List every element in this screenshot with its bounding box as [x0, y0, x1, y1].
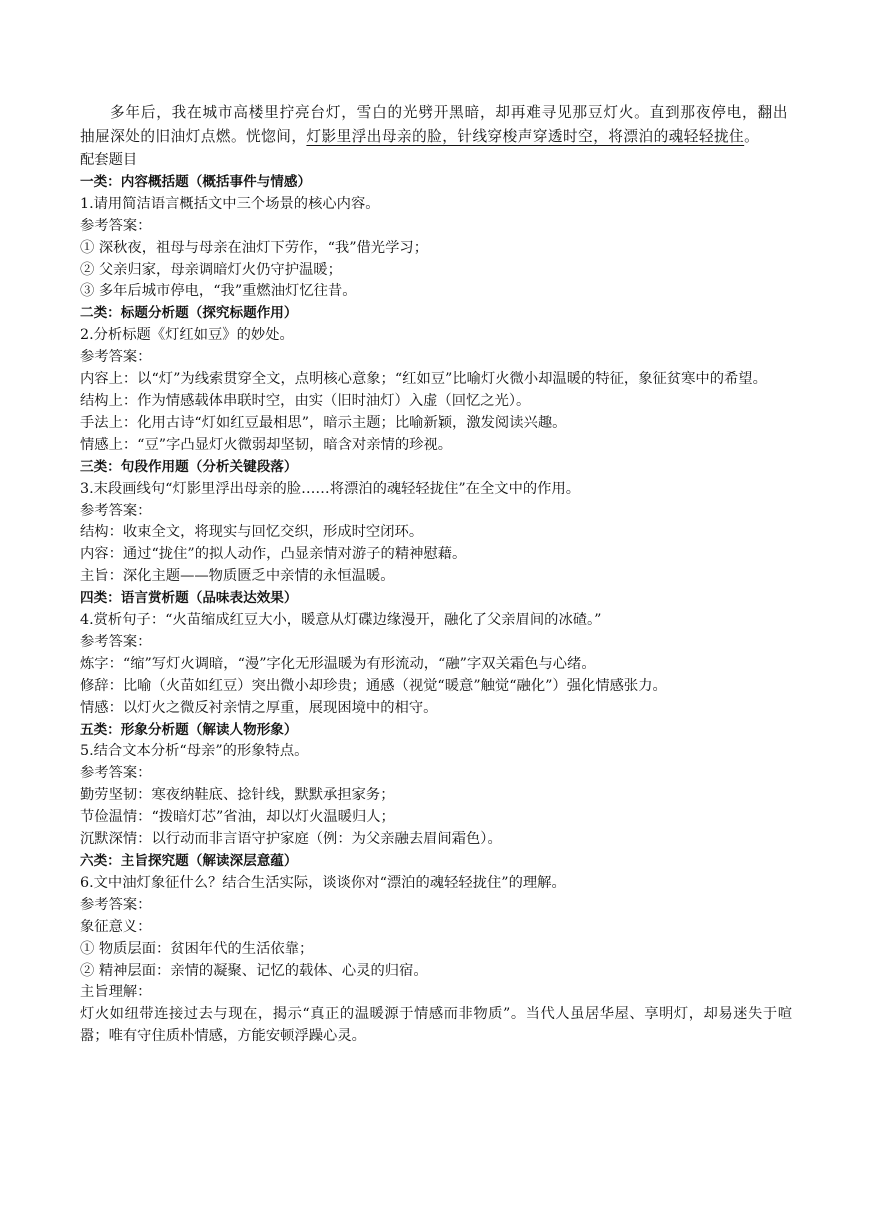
- answer-item: 手法上：化用古诗“灯如红豆最相思”，暗示主题；比喻新颖，激发阅读兴趣。: [80, 414, 567, 431]
- answer-item: 勤劳坚韧：寒夜纳鞋底、捻针线，默默承担家务；: [80, 787, 395, 804]
- answer-label: 参考答案：: [80, 217, 152, 234]
- category-heading: 一类：内容概括题（概括事件与情感）: [80, 173, 312, 190]
- answer-item: 炼字：“缩”写灯火调暗，“漫”字化无形温暖为有形流动，“融”字双关霜色与心绪。: [80, 655, 596, 672]
- story-period: 。: [744, 128, 760, 145]
- answer-item: ② 父亲归家，母亲调暗灯火仍守护温暖；: [80, 261, 342, 278]
- answer-item: 节俭温情：“拨暗灯芯”省油，却以灯火温暖归人；: [80, 809, 395, 826]
- answer-item: 内容上：以“灯”为线索贯穿全文，点明核心意象；“红如豆”比喻灯火微小却温暖的特征，象征贫寒中的希望。: [80, 371, 767, 388]
- question: 5.结合文本分析“母亲”的形象特点。: [80, 743, 309, 760]
- question: 6.文中油灯象征什么？结合生活实际，谈谈你对“漂泊的魂轻轻拢住”的理解。: [80, 874, 566, 891]
- question: 2.分析标题《灯红如豆》的妙处。: [80, 327, 294, 344]
- answer-label: 参考答案：: [80, 502, 152, 519]
- category-heading: 二类：标题分析题（探究标题作用）: [80, 305, 298, 322]
- answer-item: 情感：以灯火之微反衬亲情之厚重，展现困境中的相守。: [80, 699, 438, 716]
- answer-subheading: 象征意义：: [80, 918, 152, 935]
- answer-label: 参考答案：: [80, 633, 152, 650]
- answer-item: 结构：收束全文，将现实与回忆交织，形成时空闭环。: [80, 524, 424, 541]
- question: 4.赏析句子：“火苗缩成红豆大小，暖意从灯碟边缘漫开，融化了父亲眉间的冰碴。”: [80, 612, 602, 629]
- answer-item: ① 物质层面：贫困年代的生活依靠；: [80, 940, 314, 957]
- underlined-sentence: 灯影里浮出母亲的脸，针线穿梭声穿透时空，将漂泊的魂轻轻拢住: [306, 128, 745, 145]
- story-paragraph: [80, 101, 788, 149]
- story-text: 多年后，我在城市高楼里拧亮台灯，雪白的光劈开黑暗，却再难寻见那豆灯火。直到那夜停电，翻出抽屉深处的旧油灯点燃。恍惚间，: [80, 104, 788, 145]
- section-title: 配套题目: [80, 152, 138, 168]
- category-heading: 五类：形象分析题（解读人物形象）: [80, 721, 298, 738]
- category-heading: 三类：句段作用题（分析关键段落）: [80, 458, 298, 475]
- question: 3.末段画线句“灯影里浮出母亲的脸……将漂泊的魂轻轻拢住”在全文中的作用。: [80, 480, 581, 497]
- category-heading: 六类：主旨探究题（解读深层意蕴）: [80, 853, 298, 869]
- answer-item: 结构上：作为情感载体串联时空，由实（旧时油灯）入虚（回忆之光）。: [80, 392, 531, 409]
- answer-item: ③ 多年后城市停电，“我”重燃油灯忆往昔。: [80, 283, 357, 300]
- question: 1.请用简洁语言概括文中三个场景的核心内容。: [80, 195, 380, 212]
- answer-item: 灯火如纽带连接过去与现在，揭示“真正的温暖源于情感而非物质”。当代人虽居华屋、享明灯，却易迷失于喧嚣；唯有守住质朴情感，方能安顿浮躁心灵。: [80, 1006, 792, 1045]
- answer-item: 情感上：“豆”字凸显灯火微弱却坚韧，暗含对亲情的珍视。: [80, 436, 453, 453]
- answer-item: 内容：通过“拢住”的拟人动作，凸显亲情对游子的精神慰藉。: [80, 546, 467, 563]
- answer-item: 沉默深情：以行动而非言语守护家庭（例：为父亲融去眉间霜色）。: [80, 831, 502, 848]
- answer-item: ① 深秋夜，祖母与母亲在油灯下劳作，“我”借光学习；: [80, 239, 428, 256]
- answer-label: 参考答案：: [80, 765, 152, 782]
- category-heading: 四类：语言赏析题（品味表达效果）: [80, 590, 298, 607]
- answer-label: 参考答案：: [80, 349, 152, 366]
- answer-item: 修辞：比喻（火苗如红豆）突出微小却珍贵；通感（视觉“暖意”触觉“融化”）强化情感张力。: [80, 677, 667, 694]
- answer-item: ② 精神层面：亲情的凝聚、记忆的载体、心灵的归宿。: [80, 962, 428, 979]
- answer-label: 参考答案：: [80, 896, 152, 913]
- answer-item: 主旨：深化主题——物质匮乏中亲情的永恒温暖。: [80, 568, 395, 585]
- question-section: [80, 150, 792, 1048]
- answer-subheading: 主旨理解：: [80, 984, 152, 1001]
